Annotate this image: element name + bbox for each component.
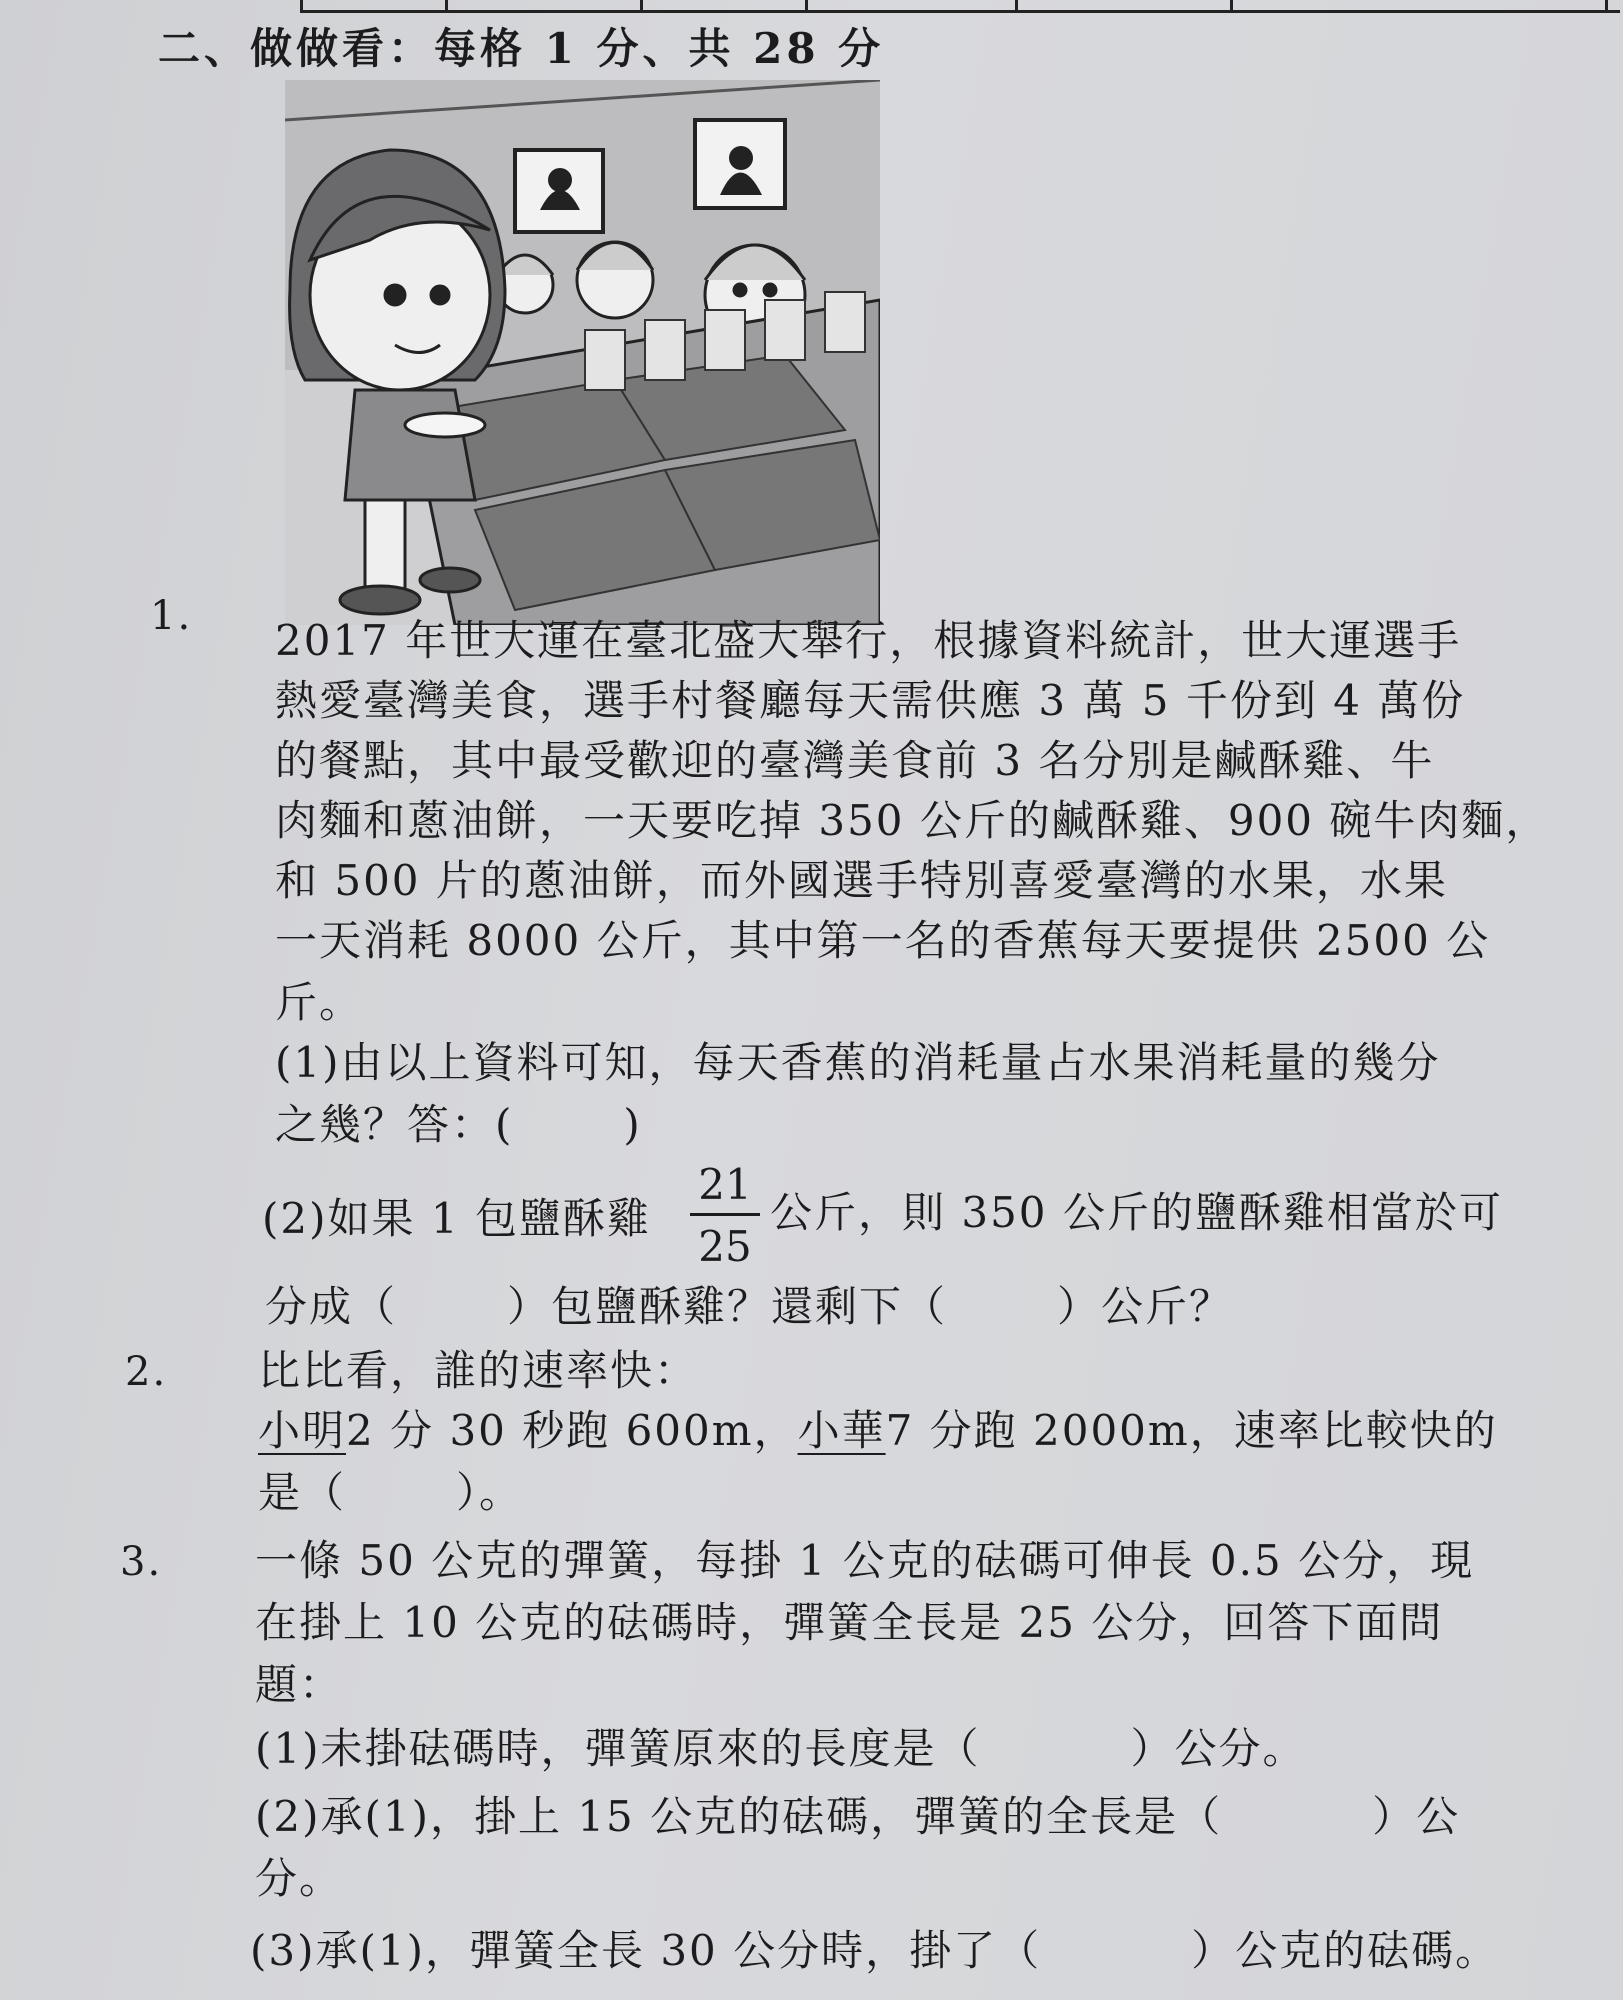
q1-text-line-5: 和 500 片的蔥油餅，而外國選手特別喜愛臺灣的水果，水果 [275,856,1448,905]
q1-text-line-1: 2017 年世大運在臺北盛大舉行，根據資料統計，世大運選手 [275,616,1462,665]
q1-sub1-line-1: (1)由以上資料可知，每天香蕉的消耗量占水果消耗量的幾分 [275,1038,1441,1087]
q3-sub3: (3)承(1)，彈簧全長 30 公分時，掛了（ ）公克的砝碼。 [250,1926,1500,1975]
q3-sub2-line-2: 分。 [255,1854,344,1903]
q1-text-line-6: 一天消耗 8000 公斤，其中第一名的香蕉每天要提供 2500 公 [275,916,1491,965]
q3-line-1: 一條 50 公克的彈簧，每掛 1 公克的砝碼可伸長 0.5 公分，現 [255,1536,1475,1585]
fraction-21-25 [690,1160,760,1271]
q1-sub1-line-2: 之幾？答：( ) [275,1100,642,1149]
question-1-number: 1. [150,593,193,639]
q1-text-line-7: 斤。 [275,978,364,1027]
question-3-number: 3. [120,1539,163,1585]
q1-text-line-3: 的餐點，其中最受歡迎的臺灣美食前 3 名分別是鹹酥雞、牛 [275,736,1435,785]
q3-sub1: (1)未掛砝碼時，彈簧原來的長度是（ ）公分。 [255,1724,1307,1773]
q2-line-3: 是（ ）。 [258,1468,524,1517]
fraction-numerator: 21 [690,1160,760,1216]
fraction-denominator: 25 [698,1222,752,1271]
q2-line-1: 比比看，誰的速率快： [258,1346,699,1395]
q2-line-2: 小明2 分 30 秒跑 600m，小華7 分跑 2000m，速率比較快的 [258,1406,1498,1455]
name-xiaohua: 小華 [797,1406,886,1455]
buffet-illustration [285,80,880,625]
q1-sub2-line-2: 分成（ ）包鹽酥雞？還剩下（ ）公斤？ [265,1282,1234,1331]
q3-line-2: 在掛上 10 公克的砝碼時，彈簧全長是 25 公分，回答下面問 [255,1598,1444,1647]
answer-table-remnant [300,0,1620,13]
q3-sub2-line-1: (2)承(1)，掛上 15 公克的砝碼，彈簧的全長是（ ）公 [255,1792,1461,1841]
section-heading: 二、做做看：每格 1 分、共 28 分 [158,24,885,73]
name-xiaoming: 小明 [258,1406,347,1455]
question-2-number: 2. [125,1349,168,1395]
q3-line-3: 題： [255,1660,344,1709]
q1-sub2-line-1b: 公斤，則 350 公斤的鹽酥雞相當於可 [770,1188,1503,1237]
q1-text-line-2: 熱愛臺灣美食，選手村餐廳每天需供應 3 萬 5 千份到 4 萬份 [275,676,1466,725]
q1-sub2-line-1a: (2)如果 1 包鹽酥雞 [262,1194,651,1243]
q1-text-line-4: 肉麵和蔥油餅，一天要吃掉 350 公斤的鹹酥雞、900 碗牛肉麵， [275,796,1550,845]
